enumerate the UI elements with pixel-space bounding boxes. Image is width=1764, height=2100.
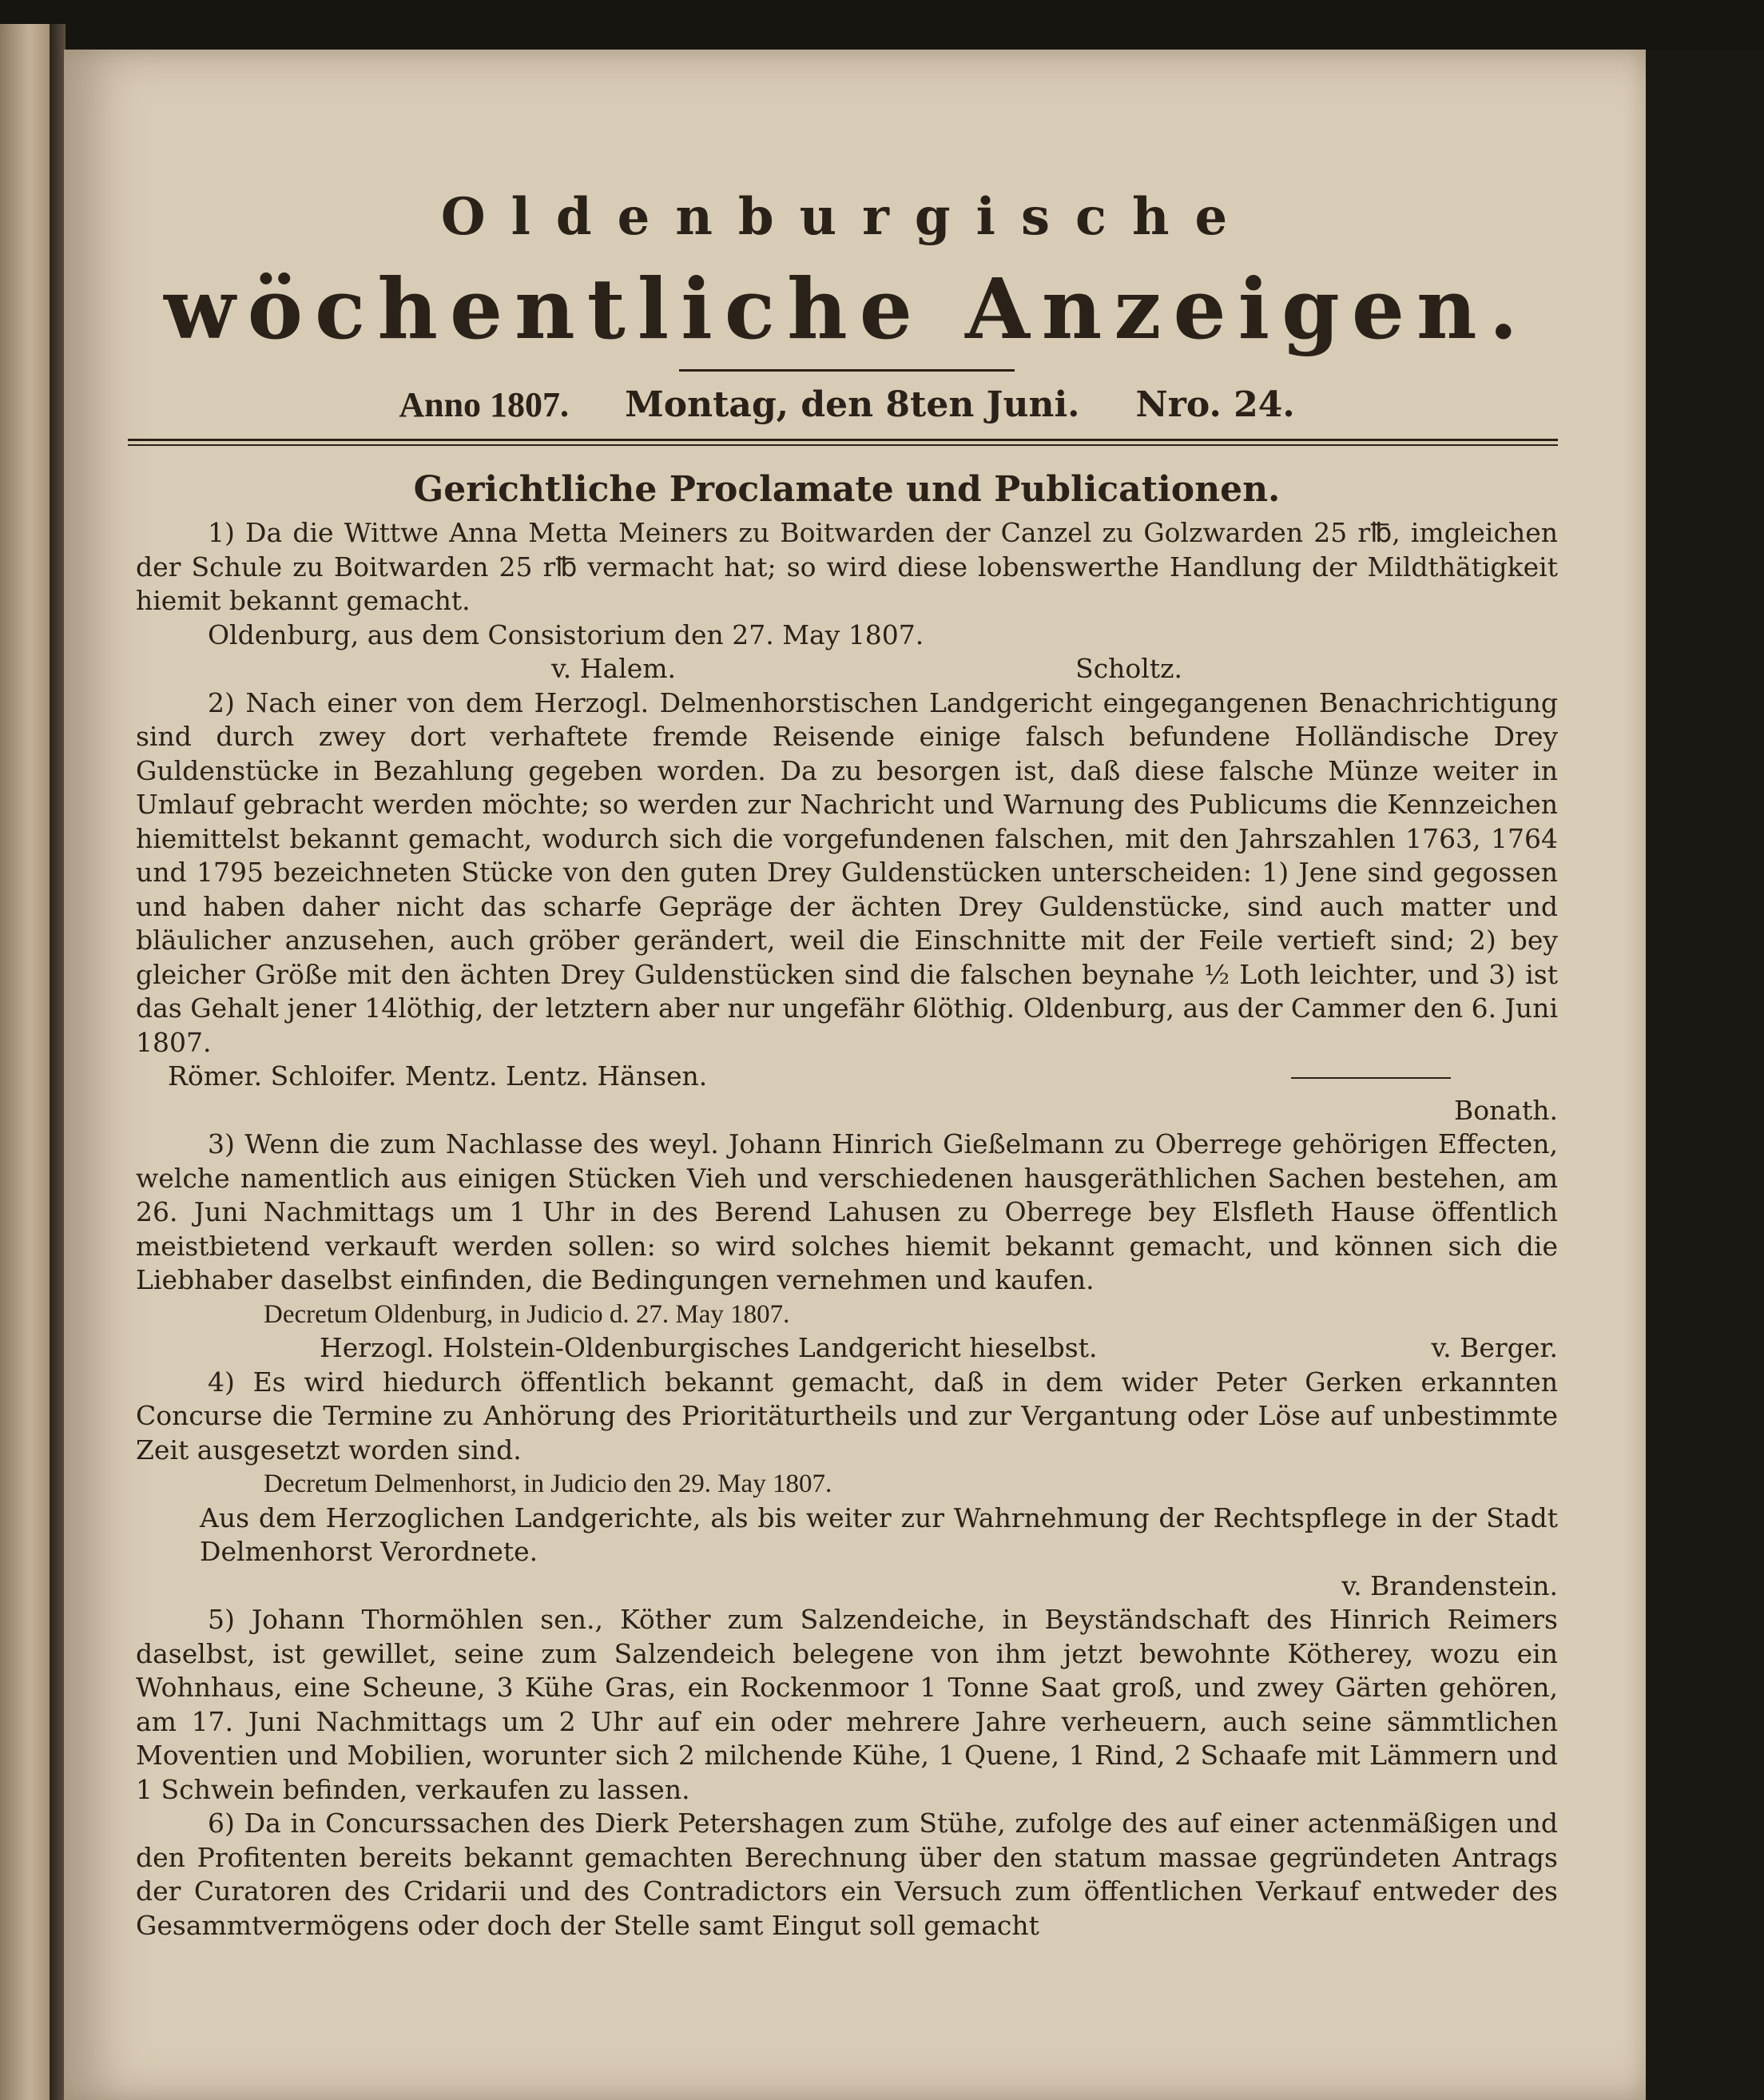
notice-1-text: 1) Da die Wittwe Anna Metta Meiners zu Boitwarden der Canzel zu Golzwarden 25 r℔, imgleichen der Schule zu Boitwarden 25 r℔ vermacht hat; so wird diese lobenswerthe Handlung der Mildthätigkeit hiemit bekannt gemacht. <box>136 517 1558 616</box>
scan-background <box>1646 50 1764 2100</box>
notice-1-signer-1: v. Halem. <box>551 653 677 684</box>
signature-rule <box>1291 1077 1451 1079</box>
notice-2-text: 2) Nach einer von dem Herzogl. Delmenhorstischen Landgericht eingegangenen Benachrichtigung sind durch zwey dort verhaftete fremde Reisende einige falsch befundene Holländische Drey Guldenstücke in Bezahlung gegeben worden. Da zu besorgen ist, daß diese falsche Münze weiter in Umlauf gebracht werden möchte; so werden zur Nachricht und Warnung des Publicums die Kennzeichen hiemittelst bekannt gemacht, wodurch sich die vorgefundenen falschen, mit den Jahrszahlen 1763, 1764 und 1795 bezeichneten Stücke von den guten Drey Guldenstücken unterscheiden: 1) Jene sind gegossen und haben daher nicht das scharfe Gepräge der ächten Drey Guldenstücke, sind auch matter und bläulicher anzusehen, auch gröber gerändert, weil die Einschnitte mit der Feile vertieft sind; 2) bey gleicher Größe mit den ächten Drey Guldenstücken sind die falschen beynahe ½ Loth leichter, und 3) ist das Gehalt jener 14löthig, der letztern aber nur ungefähr 6löthig. Oldenburg, aus der Cammer den 6. Juni 1807. <box>136 686 1558 1058</box>
masthead-title-line2: wöchentliche Anzeigen. <box>164 260 1530 358</box>
notice-3-text: 3) Wenn die zum Nachlasse des weyl. Johann Hinrich Gießelmann zu Oberrege gehörigen Effecten, welche namentlich aus einigen Stücken Vieh und verschiedenen hausgeräthlichen Sachen bestehen, am 26. Juni Nachmittags um 1 Uhr in des Berend Lahusen zu Oberrege bey Elsfleth Hause öffentlich meistbietend verkauft werden sollen: so wird solches hiemit bekannt gemacht, und können sich die Liebhaber daselbst einfinden, die Bedingungen vernehmen und kaufen. <box>136 1128 1558 1295</box>
notice-4-text: 4) Es wird hiedurch öffentlich bekannt gemacht, daß in dem wider Peter Gerken erkannten Concurse die Termine zu Anhörung des Prioritäturtheils und zur Vergantung oder Löse auf unbestimmte Zeit ausgesetzt worden sind. <box>136 1366 1558 1466</box>
issue-date: Montag, den 8ten Juni. <box>625 384 1080 425</box>
page-content <box>136 153 1558 1943</box>
section-title: Gerichtliche Proclamate und Publicationen. <box>413 469 1281 510</box>
notice-1-signatures <box>136 652 1558 686</box>
notice-3-court-row <box>136 1331 1558 1366</box>
notice-5-text: 5) Johann Thormöhlen sen., Köther zum Salzendeiche, in Beyständschaft des Hinrich Reimers daselbst, ist gewillet, seine zum Salzendeich belegene von ihm jetzt bewohnte Kötherey, wozu ein Wohnhaus, eine Scheune, 3 Kühe Gras, ein Rockenmoor 1 Tonne Saat groß, und zwey Gärten gehören, am 17. Juni Nachmittags um 2 Uhr auf ein oder mehrere Jahre verheuern, auch seine sämmtlichen Moventien und Mobilien, worunter sich 2 milchende Kühe, 1 Quene, 1 Rind, 2 Schaafe mit Lämmern und 1 Schwein befinden, verkaufen zu lassen. <box>136 1604 1558 1805</box>
notice-2-signers: Römer. Schloifer. Mentz. Lentz. Hänsen. <box>168 1060 708 1092</box>
notice-4-signer: v. Brandenstein. <box>1341 1569 1558 1601</box>
notice-2-last-signer: Bonath. <box>1453 1094 1558 1126</box>
header-double-rule <box>128 439 1558 446</box>
notice-3-decree: Decretum Oldenburg, in Judicio d. 27. May 1807. <box>264 1299 790 1329</box>
notice-3-signer: v. Berger. <box>1431 1332 1558 1363</box>
newspaper-page <box>64 50 1646 2100</box>
adjacent-page-edge <box>0 24 50 2100</box>
masthead-title-line1: Oldenburgische <box>440 187 1253 247</box>
notice-2-signers-row <box>136 1060 1558 1094</box>
issue-number: Nro. 24. <box>1135 384 1295 425</box>
notice-4-decree: Decretum Delmenhorst, in Judicio den 29. May 1807. <box>264 1470 832 1498</box>
notice-1-signer-2: Scholtz. <box>1075 653 1182 684</box>
notice-4-court: Aus dem Herzoglichen Landgerichte, als bis weiter zur Wahrnehmung der Rechtspflege in der Stadt Delmenhorst Verordnete. <box>200 1501 1558 1567</box>
masthead-rule <box>679 369 1015 372</box>
notice-1-place-date: Oldenburg, aus dem Consistorium den 27. May 1807. <box>208 618 924 650</box>
book-gutter <box>50 24 66 2100</box>
notice-3-court: Herzogl. Holstein-Oldenburgisches Landgericht hieselbst. <box>320 1332 1098 1363</box>
notice-6-text: 6) Da in Concurssachen des Dierk Petershagen zum Stühe, zufolge des auf einer actenmäßigen und den Profitenten bereits bekannt gemachten Berechnung über den statum massae gegründeten Antrags der Curatoren des Cridarii und des Contradictors ein Versuch zum öffentlichen Verkauf entweder des Gesammtvermögens oder doch der Stelle samt Eingut soll gemacht <box>136 1808 1558 1941</box>
issue-line <box>136 383 1558 428</box>
issue-year: Anno 1807. <box>399 385 570 424</box>
